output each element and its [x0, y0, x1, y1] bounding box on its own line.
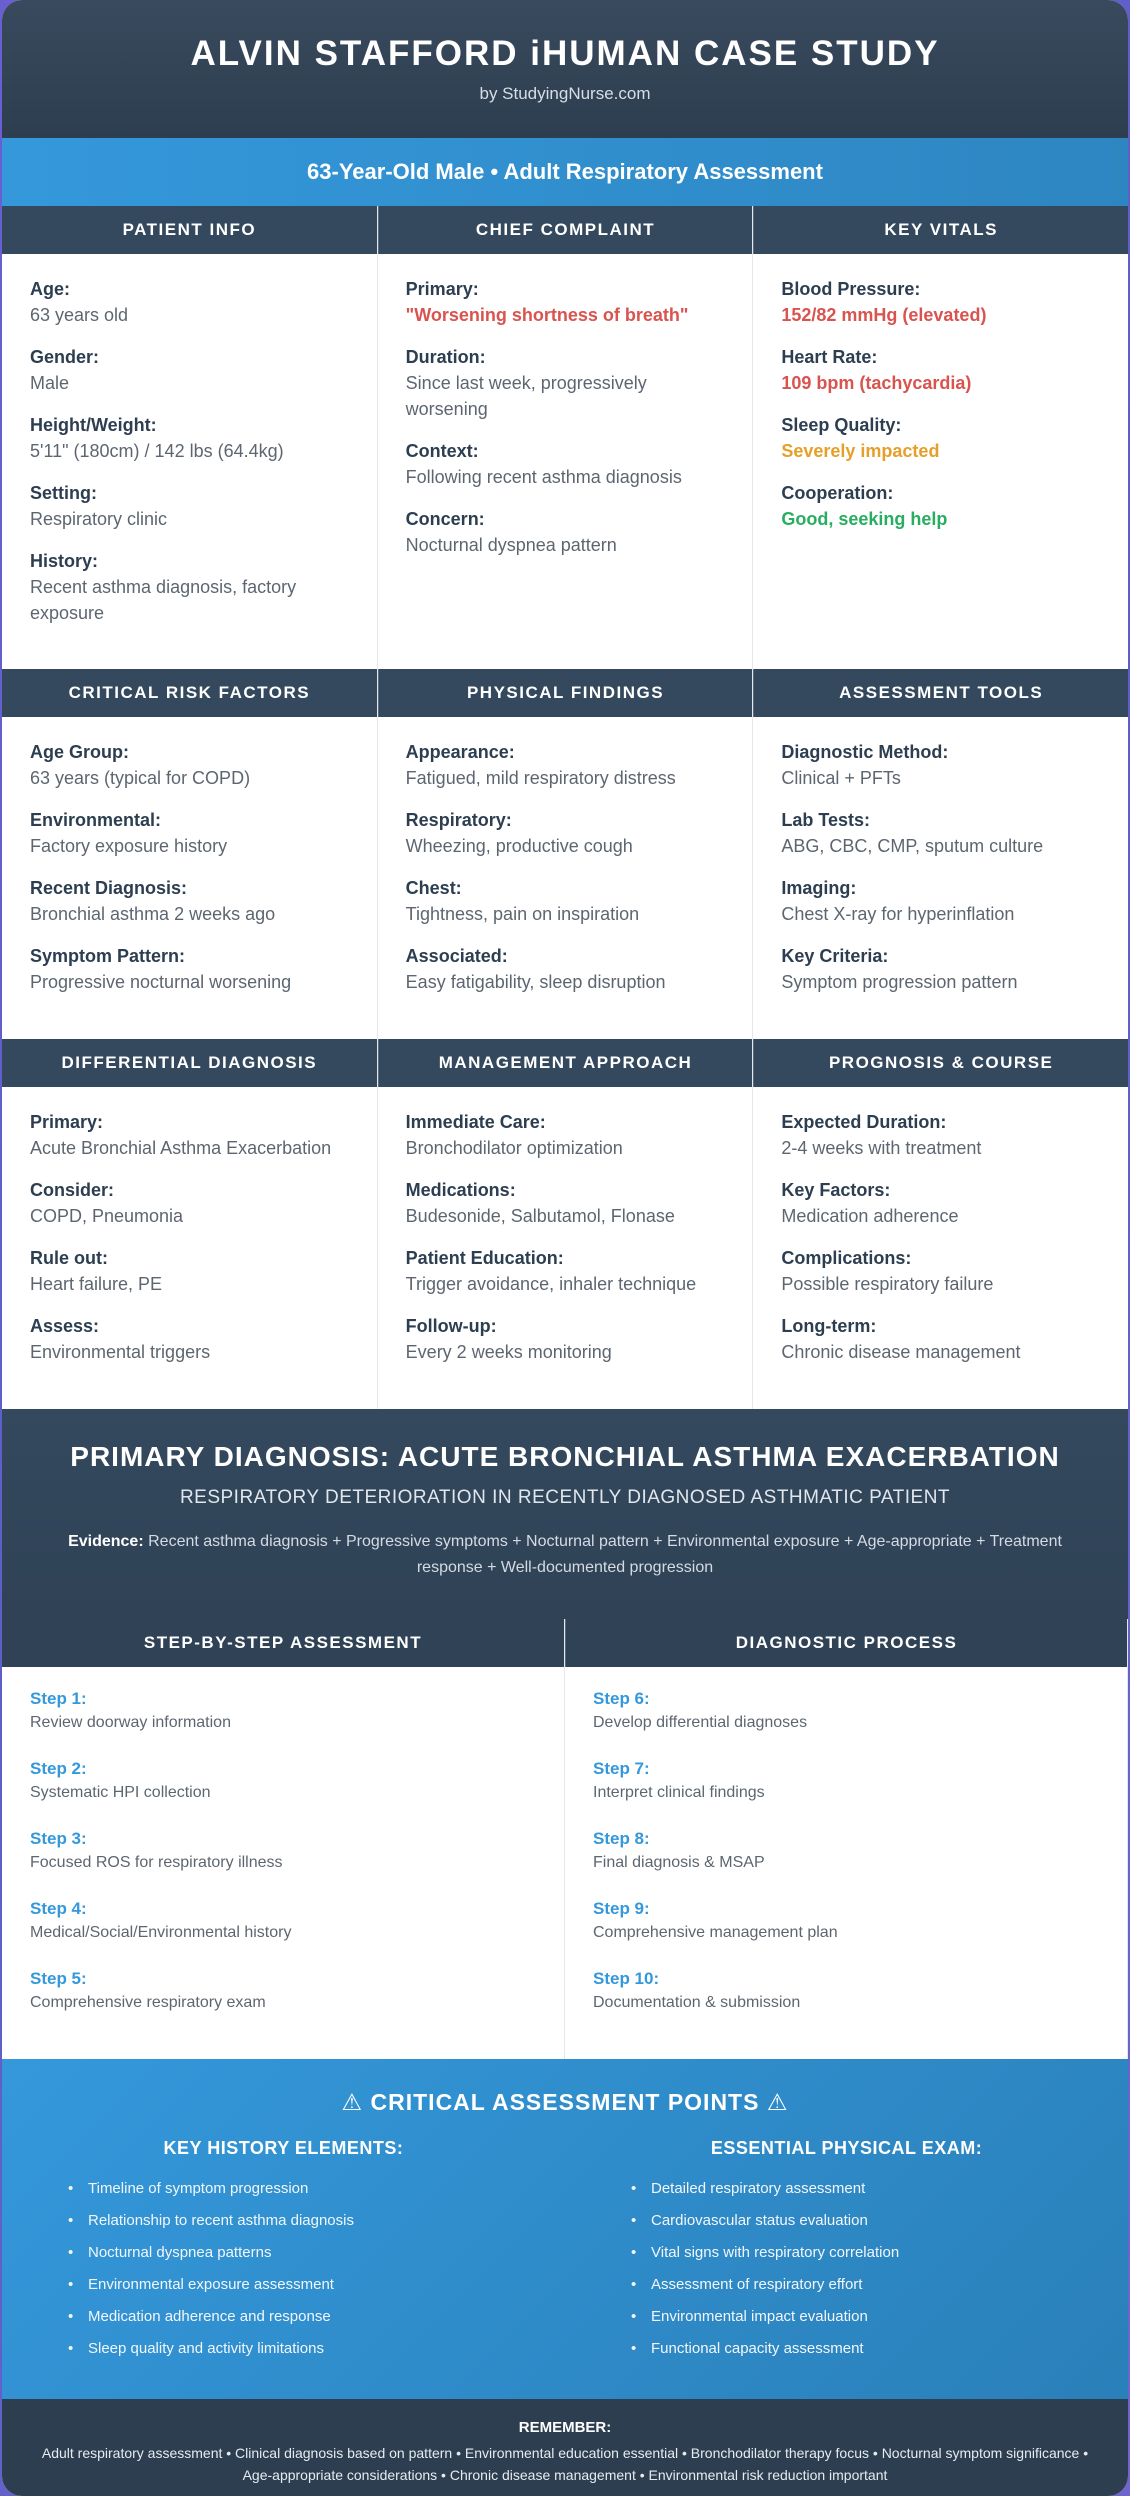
list-item: • Environmental exposure assessment	[68, 2269, 565, 2301]
info-value: 2-4 weeks with treatment	[781, 1138, 982, 1158]
step-label: Step 6:	[593, 1689, 650, 1708]
info-label: History:	[30, 551, 99, 571]
info-value: Progressive nocturnal worsening	[30, 972, 292, 992]
info-item	[30, 1313, 349, 1365]
info-item	[781, 1177, 1100, 1229]
info-value: Heart failure, PE	[30, 1274, 163, 1294]
info-label: Context:	[405, 441, 479, 461]
info-value: 152/82 mmHg (elevated)	[781, 305, 987, 325]
info-label: Chest:	[405, 878, 462, 898]
info-value: Easy fatigability, sleep disruption	[405, 972, 666, 992]
step-label: Step 8:	[593, 1829, 650, 1848]
info-item	[406, 438, 725, 490]
info-value: Tightness, pain on inspiration	[405, 904, 640, 924]
primary-diagnosis-section	[2, 1409, 1128, 1619]
list-item: • Vital signs with respiratory correlation	[631, 2237, 1128, 2269]
step-item	[30, 1827, 536, 1875]
info-label: Long-term:	[781, 1316, 877, 1336]
info-item	[781, 1109, 1100, 1161]
column-heading: CHIEF COMPLAINT	[378, 206, 753, 254]
info-label: Setting:	[30, 483, 97, 503]
info-item	[406, 506, 725, 558]
info-label: Cooperation:	[781, 483, 894, 503]
info-label: Duration:	[405, 347, 486, 367]
info-item	[30, 943, 349, 995]
info-item	[30, 1245, 349, 1297]
step-item	[593, 1967, 1099, 2015]
step-label: Step 10:	[593, 1969, 660, 1988]
info-value: Bronchodilator optimization	[405, 1138, 623, 1158]
step-label: Step 3:	[30, 1829, 87, 1848]
info-label: Lab Tests:	[781, 810, 871, 830]
info-item	[781, 1245, 1100, 1297]
critical-points-section	[2, 2059, 1128, 2399]
assessment-tools-column	[753, 669, 1128, 1039]
info-item	[30, 344, 349, 396]
step-label: Step 7:	[593, 1759, 650, 1778]
info-item	[781, 875, 1100, 927]
column-heading: DIAGNOSTIC PROCESS	[565, 1619, 1127, 1667]
page-byline: by StudyingNurse.com	[479, 84, 651, 103]
management-approach-column	[378, 1039, 754, 1409]
key-history-column	[2, 2138, 565, 2365]
info-label: Gender:	[30, 347, 100, 367]
info-label: Medications:	[405, 1180, 516, 1200]
info-value: Chronic disease management	[781, 1342, 1021, 1362]
step-item	[593, 1757, 1099, 1805]
info-value: Factory exposure history	[30, 836, 228, 856]
column-heading: DIFFERENTIAL DIAGNOSIS	[2, 1039, 377, 1087]
info-item	[781, 276, 1100, 328]
diagnostic-process-column	[565, 1619, 1128, 2059]
info-label: Patient Education:	[405, 1248, 564, 1268]
info-value: Since last week, progressively worsening	[405, 373, 647, 419]
step-text: Final diagnosis & MSAP	[593, 1854, 765, 1871]
info-label: Key Criteria:	[781, 946, 889, 966]
info-item	[406, 276, 725, 328]
list-item: • Detailed respiratory assessment	[631, 2173, 1128, 2205]
info-item	[406, 807, 725, 859]
step-label: Step 4:	[30, 1899, 87, 1918]
step-label: Step 5:	[30, 1969, 87, 1988]
info-value: Chest X-ray for hyperinflation	[781, 904, 1015, 924]
info-label: Expected Duration:	[781, 1112, 947, 1132]
info-row-1	[2, 206, 1128, 669]
list-item: • Nocturnal dyspnea patterns	[68, 2237, 565, 2269]
info-label: Age:	[30, 279, 70, 299]
info-value: Good, seeking help	[781, 509, 948, 529]
info-label: Primary:	[405, 279, 479, 299]
info-value: Recent asthma diagnosis, factory exposure	[30, 577, 297, 623]
info-value: 109 bpm (tachycardia)	[781, 373, 972, 393]
prognosis-column	[753, 1039, 1128, 1409]
info-value: Budesonide, Salbutamol, Flonase	[405, 1206, 675, 1226]
steps-section	[2, 1619, 1128, 2059]
exam-heading: ESSENTIAL PHYSICAL EXAM:	[710, 2138, 983, 2158]
info-item	[781, 943, 1100, 995]
step-text: Interpret clinical findings	[593, 1784, 765, 1801]
case-study-card	[2, 0, 1128, 2496]
remember-label: REMEMBER:	[518, 2419, 612, 2436]
column-heading: MANAGEMENT APPROACH	[378, 1039, 753, 1087]
info-item	[30, 1177, 349, 1229]
info-value: ABG, CBC, CMP, sputum culture	[781, 836, 1044, 856]
column-heading: ASSESSMENT TOOLS	[753, 669, 1128, 717]
info-label: Complications:	[781, 1248, 912, 1268]
info-value: Male	[30, 373, 70, 393]
info-value: COPD, Pneumonia	[30, 1206, 184, 1226]
info-value: Respiratory clinic	[30, 509, 168, 529]
info-label: Concern:	[405, 509, 485, 529]
step-item	[30, 1757, 536, 1805]
info-item	[406, 1109, 725, 1161]
step-text: Medical/Social/Environmental history	[30, 1924, 292, 1941]
step-item	[593, 1897, 1099, 1945]
info-item	[406, 739, 725, 791]
info-item	[781, 739, 1100, 791]
info-item	[781, 1313, 1100, 1365]
info-value: "Worsening shortness of breath"	[405, 305, 689, 325]
info-label: Primary:	[30, 1112, 104, 1132]
info-label: Assess:	[30, 1316, 100, 1336]
step-item	[30, 1687, 536, 1735]
step-text: Develop differential diagnoses	[593, 1714, 808, 1731]
column-heading: PROGNOSIS & COURSE	[753, 1039, 1128, 1087]
column-heading: STEP-BY-STEP ASSESSMENT	[2, 1619, 564, 1667]
info-label: Rule out:	[30, 1248, 108, 1268]
info-label: Imaging:	[781, 878, 857, 898]
info-item	[30, 276, 349, 328]
differential-diagnosis-column	[2, 1039, 378, 1409]
info-label: Height/Weight:	[30, 415, 157, 435]
info-item	[406, 1313, 725, 1365]
info-label: Associated:	[405, 946, 508, 966]
info-label: Heart Rate:	[781, 347, 878, 367]
info-value: Trigger avoidance, inhaler technique	[405, 1274, 697, 1294]
physical-findings-column	[378, 669, 754, 1039]
info-item	[781, 344, 1100, 396]
key-vitals-column	[753, 206, 1128, 669]
step-text: Systematic HPI collection	[30, 1784, 211, 1801]
list-item: • Medication adherence and response	[68, 2301, 565, 2333]
info-label: Immediate Care:	[405, 1112, 546, 1132]
list-item: • Relationship to recent asthma diagnosis	[68, 2205, 565, 2237]
info-item	[30, 739, 349, 791]
info-label: Symptom Pattern:	[30, 946, 186, 966]
info-item	[30, 480, 349, 532]
info-item	[781, 412, 1100, 464]
info-value: Environmental triggers	[30, 1342, 211, 1362]
info-label: Respiratory:	[405, 810, 512, 830]
diagnosis-title: PRIMARY DIAGNOSIS: ACUTE BRONCHIAL ASTHMA EXACERBATION	[70, 1441, 1060, 1472]
step-item	[30, 1897, 536, 1945]
step-item	[30, 1967, 536, 2015]
info-label: Consider:	[30, 1180, 115, 1200]
info-value: Wheezing, productive cough	[405, 836, 633, 856]
info-item	[30, 412, 349, 464]
column-heading: KEY VITALS	[753, 206, 1128, 254]
info-value: Fatigued, mild respiratory distress	[405, 768, 676, 788]
page-title: ALVIN STAFFORD iHUMAN CASE STUDY	[190, 34, 940, 73]
info-value: 5'11" (180cm) / 142 lbs (64.4kg)	[30, 441, 284, 461]
history-list	[68, 2173, 565, 2365]
exam-list	[631, 2173, 1128, 2365]
info-value: Following recent asthma diagnosis	[405, 467, 682, 487]
info-row-3	[2, 1039, 1128, 1409]
info-value: 63 years old	[30, 305, 129, 325]
physical-exam-column	[565, 2138, 1128, 2365]
info-value: Medication adherence	[781, 1206, 959, 1226]
info-label: Blood Pressure:	[781, 279, 921, 299]
patient-banner: 63-Year-Old Male • Adult Respiratory Assessment	[2, 138, 1128, 206]
critical-title: ⚠ CRITICAL ASSESSMENT POINTS ⚠	[341, 2089, 789, 2115]
info-label: Sleep Quality:	[781, 415, 902, 435]
diagnosis-evidence	[40, 1529, 1090, 1581]
info-label: Diagnostic Method:	[781, 742, 949, 762]
info-item	[406, 943, 725, 995]
step-label: Step 9:	[593, 1899, 650, 1918]
step-text: Comprehensive management plan	[593, 1924, 838, 1941]
step-text: Focused ROS for respiratory illness	[30, 1854, 283, 1871]
step-item	[593, 1687, 1099, 1735]
info-value: Symptom progression pattern	[781, 972, 1018, 992]
page-header	[2, 0, 1128, 138]
info-row-2	[2, 669, 1128, 1039]
column-heading: PHYSICAL FINDINGS	[378, 669, 753, 717]
step-text: Comprehensive respiratory exam	[30, 1994, 266, 2011]
evidence-text: Recent asthma diagnosis + Progressive symptoms + Nocturnal pattern + Environmental exposure + Age-appropriate + Treatment response + Well-documented progression	[148, 1533, 1062, 1576]
remember-footer	[2, 2399, 1128, 2496]
info-label: Age Group:	[30, 742, 129, 762]
column-heading: CRITICAL RISK FACTORS	[2, 669, 377, 717]
info-item	[781, 480, 1100, 532]
info-item	[30, 807, 349, 859]
info-item	[30, 548, 349, 626]
info-item	[406, 875, 725, 927]
history-heading: KEY HISTORY ELEMENTS:	[163, 2138, 404, 2158]
list-item: • Functional capacity assessment	[631, 2333, 1128, 2365]
patient-info-column	[2, 206, 378, 669]
info-value: 63 years (typical for COPD)	[30, 768, 251, 788]
evidence-label: Evidence:	[68, 1533, 144, 1550]
list-item: • Environmental impact evaluation	[631, 2301, 1128, 2333]
info-label: Follow-up:	[405, 1316, 497, 1336]
info-label: Environmental:	[30, 810, 162, 830]
info-label: Key Factors:	[781, 1180, 891, 1200]
info-value: Nocturnal dyspnea pattern	[405, 535, 617, 555]
info-item	[406, 1177, 725, 1229]
info-item	[30, 875, 349, 927]
info-value: Severely impacted	[781, 441, 940, 461]
list-item: • Assessment of respiratory effort	[631, 2269, 1128, 2301]
list-item: • Cardiovascular status evaluation	[631, 2205, 1128, 2237]
info-value: Every 2 weeks monitoring	[405, 1342, 612, 1362]
step-text: Documentation & submission	[593, 1994, 801, 2011]
info-item	[781, 807, 1100, 859]
column-heading: PATIENT INFO	[2, 206, 377, 254]
info-label: Appearance:	[405, 742, 515, 762]
list-item: • Timeline of symptom progression	[68, 2173, 565, 2205]
assessment-steps-column	[2, 1619, 565, 2059]
list-item: • Sleep quality and activity limitations	[68, 2333, 565, 2365]
info-value: Clinical + PFTs	[781, 768, 901, 788]
risk-factors-column	[2, 669, 378, 1039]
info-label: Recent Diagnosis:	[30, 878, 188, 898]
step-item	[593, 1827, 1099, 1875]
diagnosis-subtitle: RESPIRATORY DETERIORATION IN RECENTLY DIAGNOSED ASTHMATIC PATIENT	[179, 1487, 951, 1508]
info-value: Acute Bronchial Asthma Exacerbation	[30, 1138, 332, 1158]
step-text: Review doorway information	[30, 1714, 231, 1731]
info-item	[406, 1245, 725, 1297]
step-label: Step 2:	[30, 1759, 87, 1778]
info-item	[30, 1109, 349, 1161]
chief-complaint-column	[378, 206, 754, 669]
remember-text: Adult respiratory assessment • Clinical diagnosis based on pattern • Environmental education essential • Bronchodilator therapy focus • Nocturnal symptom significance • Age-appropriate considerations • Chronic disease management • Environmental risk reduction important	[41, 2445, 1089, 2483]
step-label: Step 1:	[30, 1689, 87, 1708]
info-item	[406, 344, 725, 422]
info-value: Bronchial asthma 2 weeks ago	[30, 904, 276, 924]
info-value: Possible respiratory failure	[781, 1274, 994, 1294]
